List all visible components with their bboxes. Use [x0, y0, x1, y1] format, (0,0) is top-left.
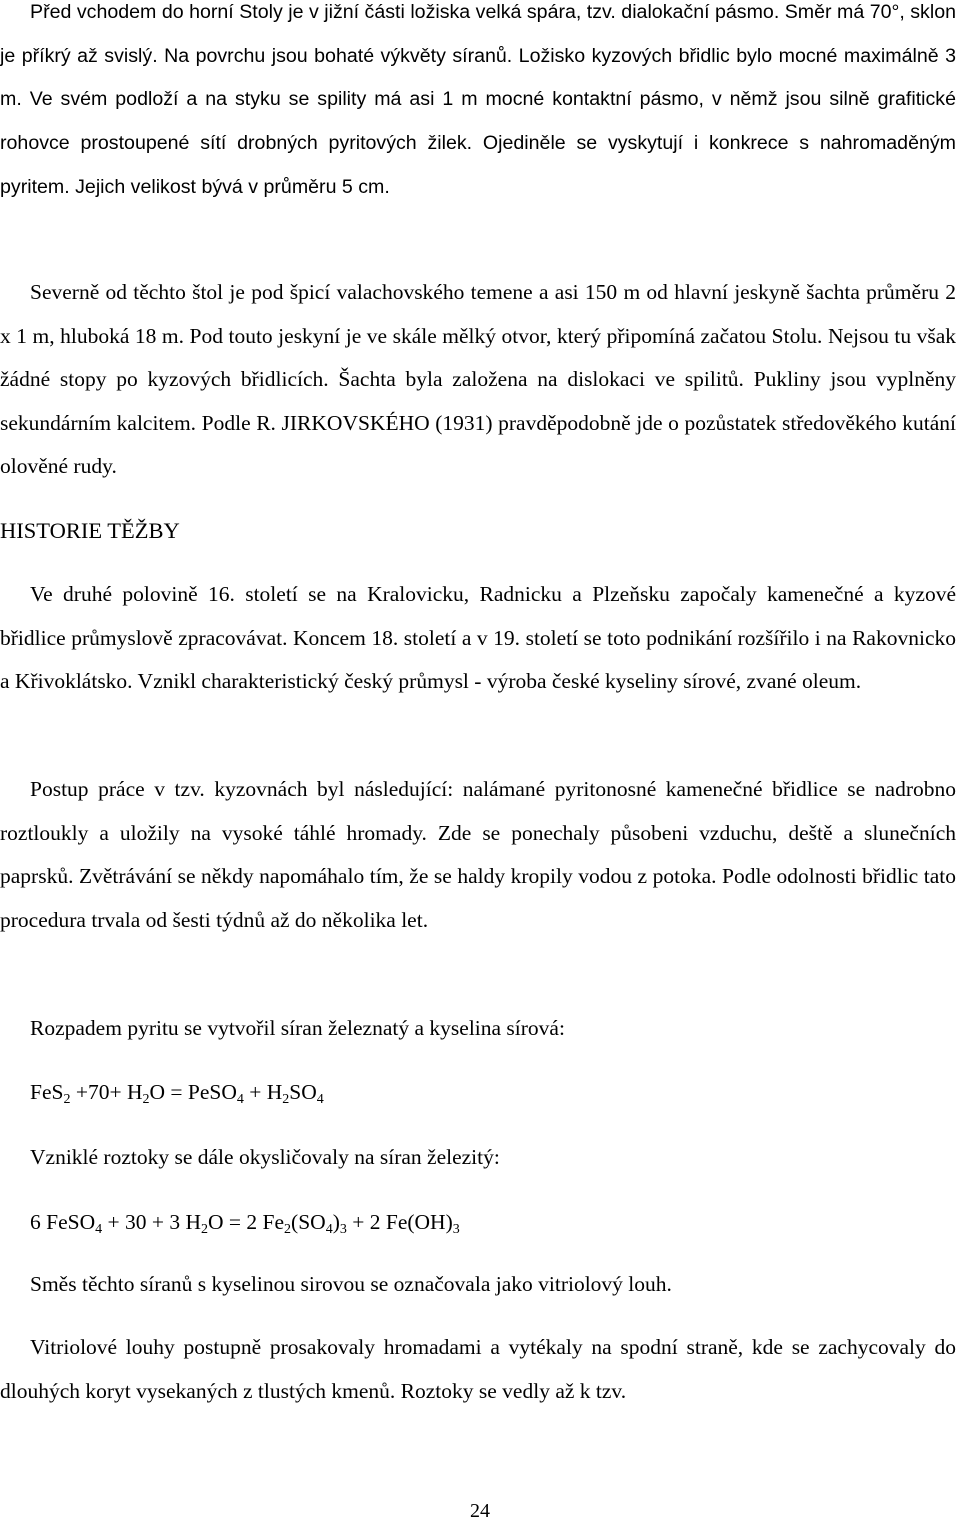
- eq1-part-c: O = PeSO: [149, 1080, 237, 1104]
- page-number: 24: [470, 1500, 490, 1522]
- eq2-part-a: 6 FeSO: [30, 1210, 96, 1234]
- eq2-sub-d: 4: [325, 1222, 333, 1237]
- eq2-sub-a: 4: [95, 1222, 103, 1237]
- eq1-sub-d: 2: [282, 1092, 290, 1107]
- paragraph-ore-deposit: Před vchodem do horní Stoly je v jižní části ložiska velká spára, tzv. dialokační pásmo. Směr má 70°, sklon je příkrý až svislý. Na povrchu jsou bohaté výkvěty síranů. Ložisko kyzových břidlic bylo mocné maximálně 3 m. Ve svém podloží a na styku se spility má asi 1 m mocné kontaktní pásmo, v němž jsou silně grafitické rohovce prostoupené sítí drobných pyritových žilek. Ojediněle se vyskytují i konkrece s nahromaděným pyritem. Jejich velikost bývá v průměru 5 cm.: [0, 1, 956, 198]
- chemical-equation-1: [30, 1077, 960, 1107]
- eq2-part-f: + 2 Fe(OH): [346, 1210, 453, 1234]
- eq2-sub-e: 3: [339, 1222, 347, 1237]
- paragraph-pyrite-decay: Rozpadem pyritu se vytvořil síran železnatý a kyselina sírová:: [30, 1016, 565, 1040]
- paragraph-vitriol-seepage: Vitriolové louhy postupně prosakovaly hromadami a vytékaly na spodní straně, kde se zachycovaly do dlouhých koryt vysekaných z tlustých kmenů. Roztoky se vedly až k tzv.: [0, 1335, 956, 1403]
- chemical-equation-2: [30, 1207, 960, 1237]
- eq1-sub-b: 2: [142, 1092, 150, 1107]
- eq2-part-d: (SO: [291, 1210, 326, 1234]
- eq1-part-b: +70+ H: [70, 1080, 143, 1104]
- eq1-sub-c: 4: [236, 1092, 244, 1107]
- eq2-sub-b: 2: [201, 1222, 209, 1237]
- eq1-part-e: SO: [289, 1080, 317, 1104]
- eq2-part-e: ): [332, 1210, 340, 1234]
- paragraph-vitriol-liquor: Směs těchto síranů s kyselinou sirovou se označovala jako vitriolový louh.: [30, 1272, 672, 1296]
- eq1-sub-a: 2: [63, 1092, 71, 1107]
- eq2-sub-f: 3: [452, 1222, 460, 1237]
- section-heading: HISTORIE TĚŽBY: [0, 518, 180, 543]
- eq2-part-c: O = 2 Fe: [208, 1210, 285, 1234]
- paragraph-shaft: Severně od těchto štol je pod špicí valachovského temene a asi 150 m od hlavní jeskyně šachta průměru 2 x 1 m, hluboká 18 m. Pod touto jeskyní je ve skále mělký otvor, který připomíná začatou Stolu. Nejsou tu však žádné stopy po kyzových břidlicích. Šachta byla založena na dislokaci ve spilitů. Pukliny jsou vyplněny sekundárním kalcitem. Podle R. JIRKOVSKÉHO (1931) pravděpodobně jde o pozůstatek středověkého kutání olověné rudy.: [0, 280, 956, 479]
- eq1-part-d: + H: [243, 1080, 283, 1104]
- paragraph-history: Ve druhé polovině 16. století se na Kralovicku, Radnicku a Plzeňsku započaly kamenečné a kyzové břidlice průmyslově zpracovávat. Koncem 18. století a v 19. století se toto podnikání rozšířilo i na Rakovnicko a Křivoklátsko. Vznikl charakteristický český průmysl - výroba české kyseliny sírové, zvané oleum.: [0, 582, 956, 694]
- paragraph-oxidation: Vzniklé roztoky se dále okysličovaly na síran železitý:: [30, 1145, 500, 1169]
- eq1-part-a: FeS: [30, 1080, 64, 1104]
- eq2-part-b: + 30 + 3 H: [102, 1210, 202, 1234]
- eq1-sub-e: 4: [316, 1092, 324, 1107]
- eq2-sub-c: 2: [284, 1222, 292, 1237]
- paragraph-process: Postup práce v tzv. kyzovnách byl následující: nalámané pyritonosné kamenečné břidlice se nadrobno roztloukly a uložily na vysoké táhlé hromady. Zde se ponechaly působeni vzduchu, deště a slunečních paprsků. Zvětrávání se někdy napomáhalo tím, že se haldy kropily vodou z potoka. Podle odolnosti břidlic tato procedura trvala od šesti týdnů až do několika let.: [0, 777, 956, 932]
